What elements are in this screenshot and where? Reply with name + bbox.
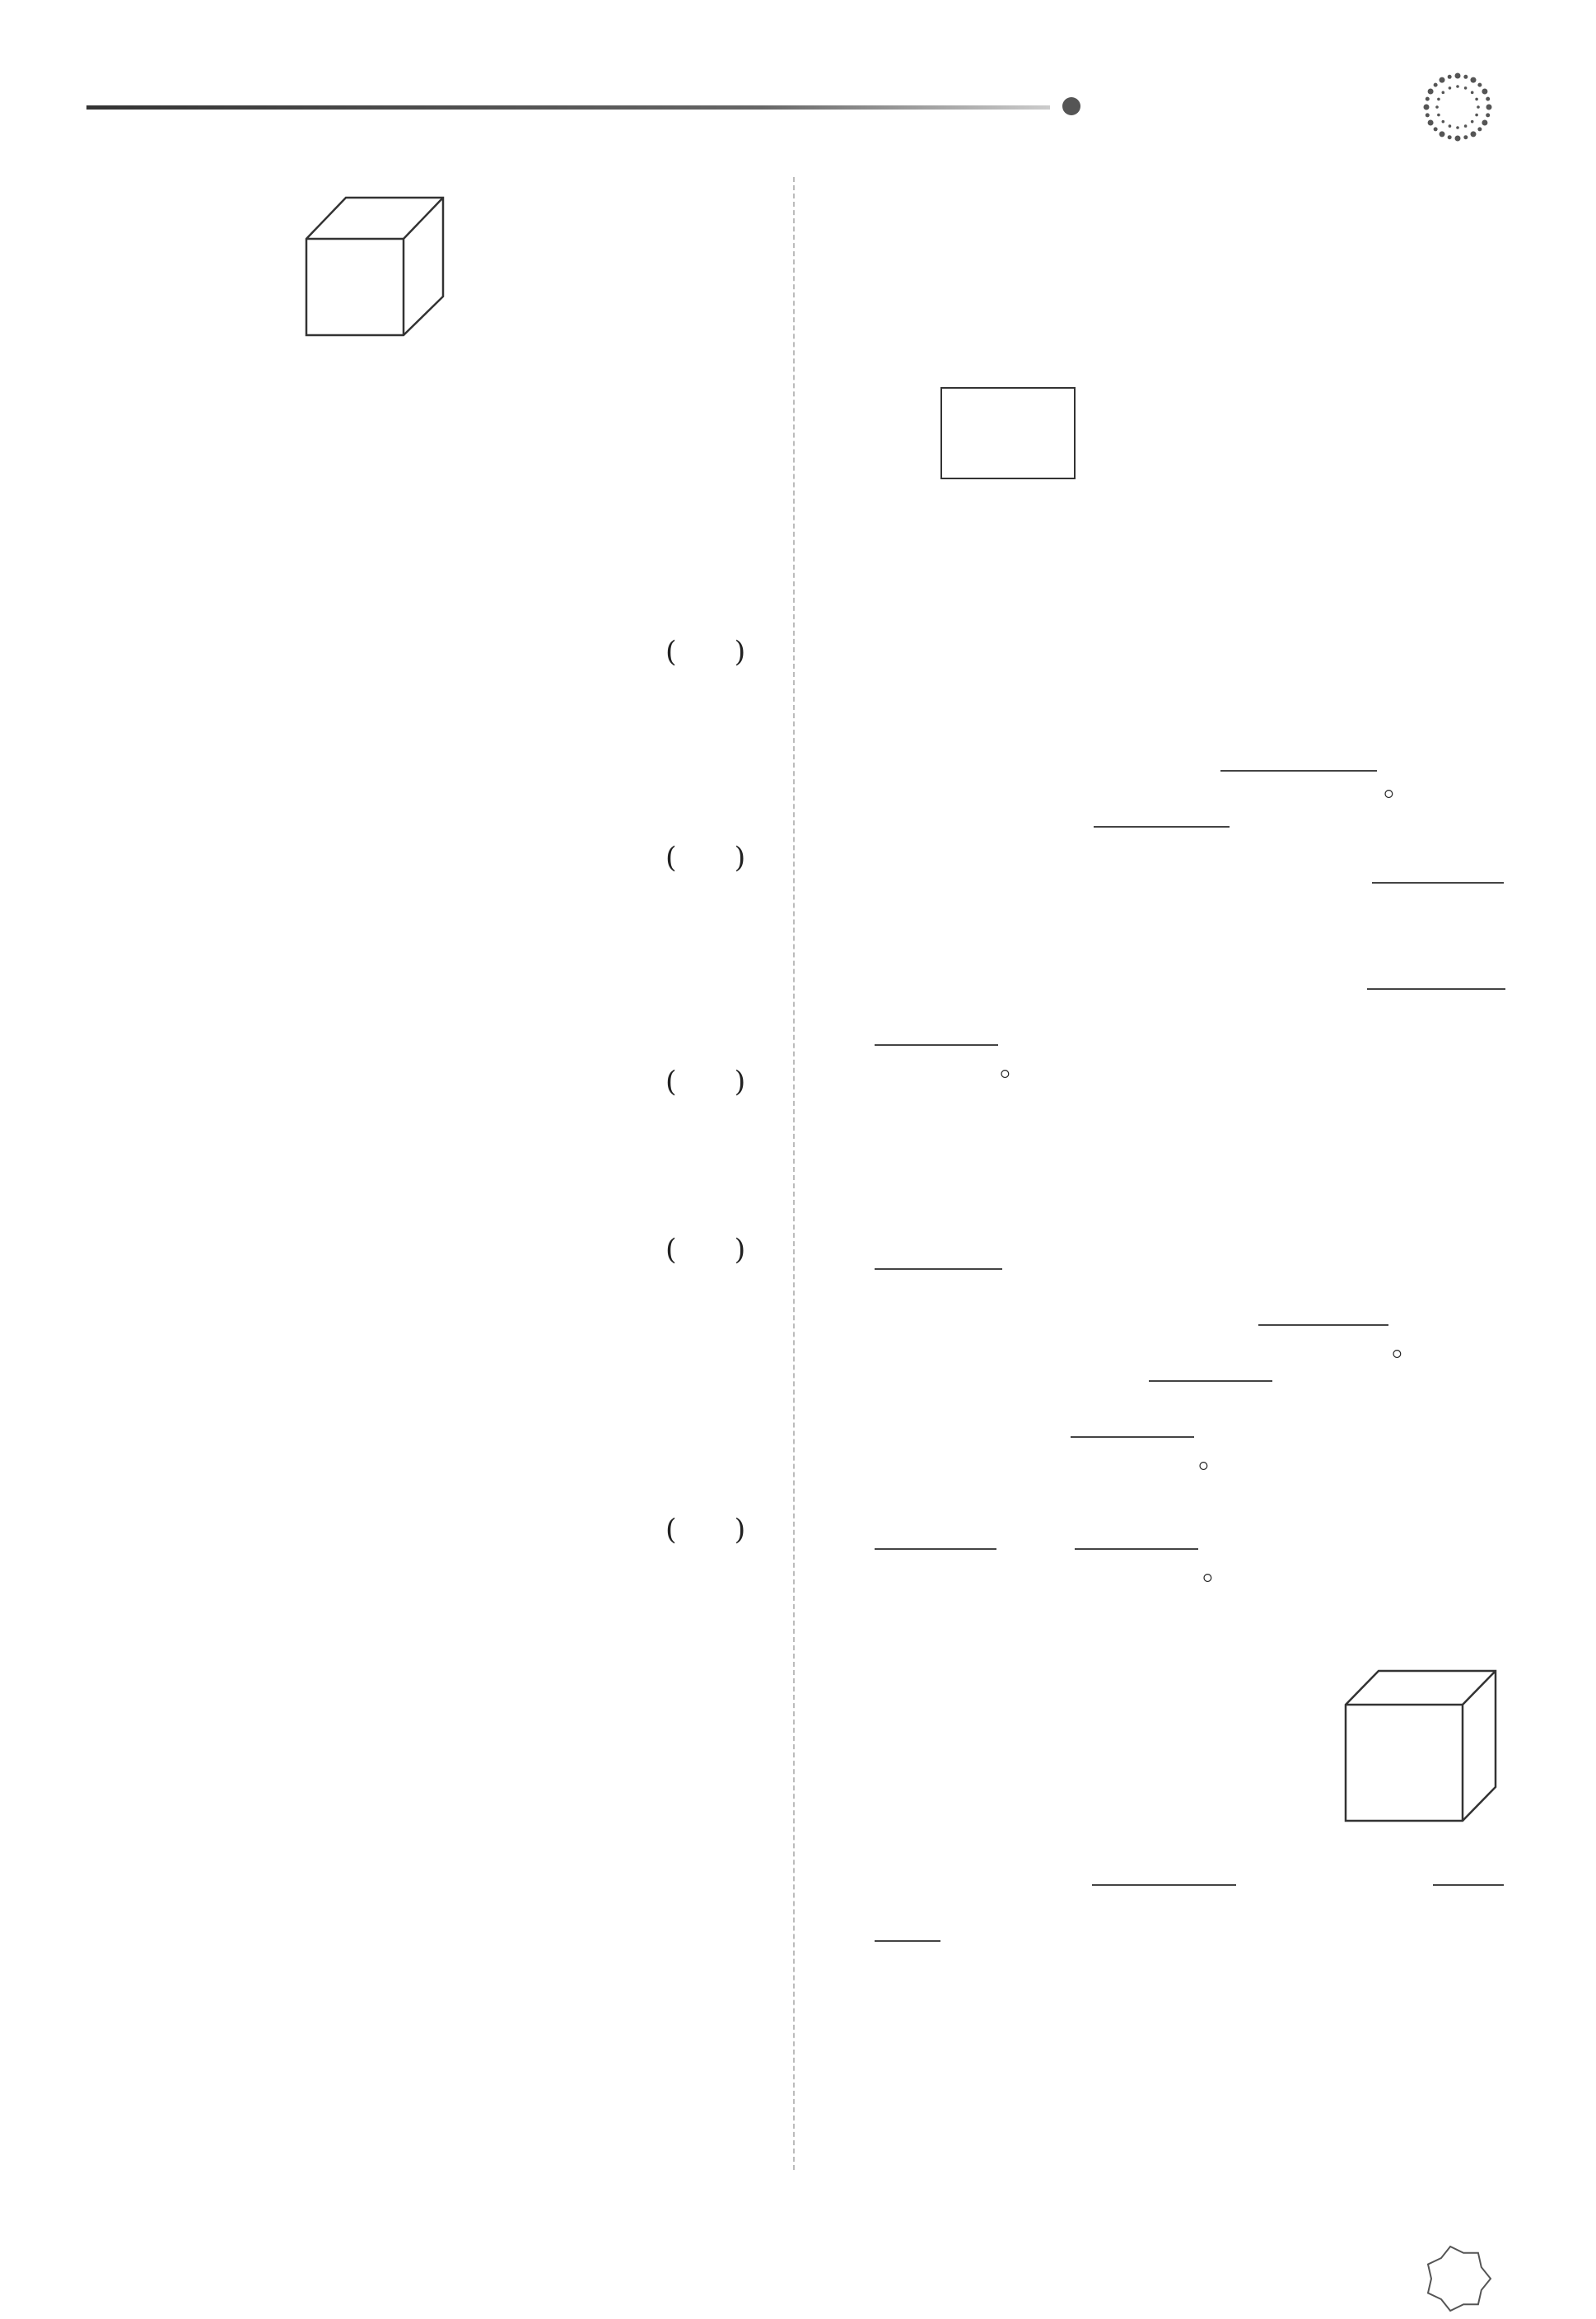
q11-part4-end: 。 [1000, 1050, 1029, 1083]
q11-answer-2 [1094, 826, 1230, 828]
header-ornament-icon [1416, 66, 1499, 148]
q12-answer-3y [1075, 1548, 1198, 1550]
q13-element-cell [1342, 1668, 1499, 1824]
q11-element-cell [940, 387, 1076, 479]
q4-atom-diagram [461, 198, 601, 329]
header-rule [86, 105, 1050, 110]
q7-answer-bracket: ( ) [665, 1066, 746, 1099]
q11-answer-1 [1220, 770, 1377, 772]
q8-answer-bracket: ( ) [665, 1234, 746, 1267]
q12-part2-end: 。 [1198, 1442, 1228, 1475]
q12-answer-3x [875, 1548, 996, 1550]
q4-element-cell [303, 194, 447, 338]
q12-part3-end: 。 [1202, 1554, 1232, 1587]
q11-answer-3 [1372, 882, 1504, 884]
column-divider [793, 177, 795, 2170]
q12-answer-2c [1071, 1436, 1194, 1438]
q12-part1-end: 。 [1392, 1330, 1421, 1363]
header-dot-icon [1062, 97, 1080, 115]
q9-answer-bracket: ( ) [665, 1514, 746, 1547]
q12-answer-2 [1149, 1380, 1272, 1382]
q6-answer-bracket: ( ) [665, 842, 746, 875]
q11-part1-end: 。 [1384, 770, 1413, 803]
q13-atom-diagram [1392, 2009, 1515, 2112]
q13-answer-1c [875, 1940, 940, 1942]
q13-answer-1b [1433, 1884, 1504, 1886]
q12-atom-diagram [1357, 1099, 1514, 1223]
q13-answer-1 [1092, 1884, 1236, 1886]
q11-answer-4a [1367, 988, 1505, 990]
q12-answer-1 [875, 1268, 1002, 1270]
q5-answer-bracket: ( ) [665, 636, 746, 669]
page-number-badge-icon [1421, 2244, 1495, 2314]
q11-answer-4b [875, 1044, 998, 1046]
q12-answer-1c [1258, 1324, 1388, 1326]
